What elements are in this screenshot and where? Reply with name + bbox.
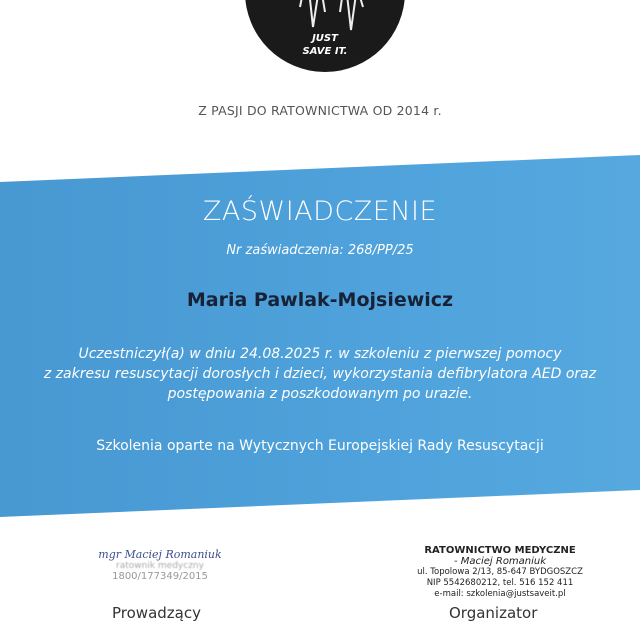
- logo: [245, 0, 405, 72]
- instructor-stamp: mgr Maciej Romaniuk ratownik medyczny 1800/177349/2015: [98, 548, 222, 582]
- organizer-stamp: RATOWNICTWO MEDYCZNE - Maciej Romaniuk ul. Topolowa 2/13, 85-647 BYDGOSZCZ NIP 5542680212, tel. 516 152 411 e-mail: szkolenia@justsaveit.pl: [417, 545, 583, 599]
- certificate-body: Uczestniczył(a) w dniu 24.08.2025 r. w szkoleniu z pierwszej pomocy z zakresu resuscytacji dorosłych i dzieci, wykorzystania defibrylatora AED oraz postępowania z poszkodowanym po urazie.: [43, 346, 597, 402]
- certificate-number: Nr zaświadczenia: 268/PP/25: [226, 243, 414, 258]
- instructor-label: Prowadzący: [112, 604, 201, 622]
- logo-text: JUST SAVE IT.: [302, 33, 348, 57]
- training-basis: Szkolenia oparte na Wytycznych Europejskiej Rady Resuscytacji: [96, 438, 544, 454]
- organizer-label: Organizator: [449, 604, 538, 622]
- certificate-title: ZAŚWIADCZENIE: [202, 196, 438, 227]
- tagline: Z PASJI DO RATOWNICTWA OD 2014 r.: [198, 103, 442, 118]
- participant-name: Maria Pawlak-Mojsiewicz: [186, 289, 454, 311]
